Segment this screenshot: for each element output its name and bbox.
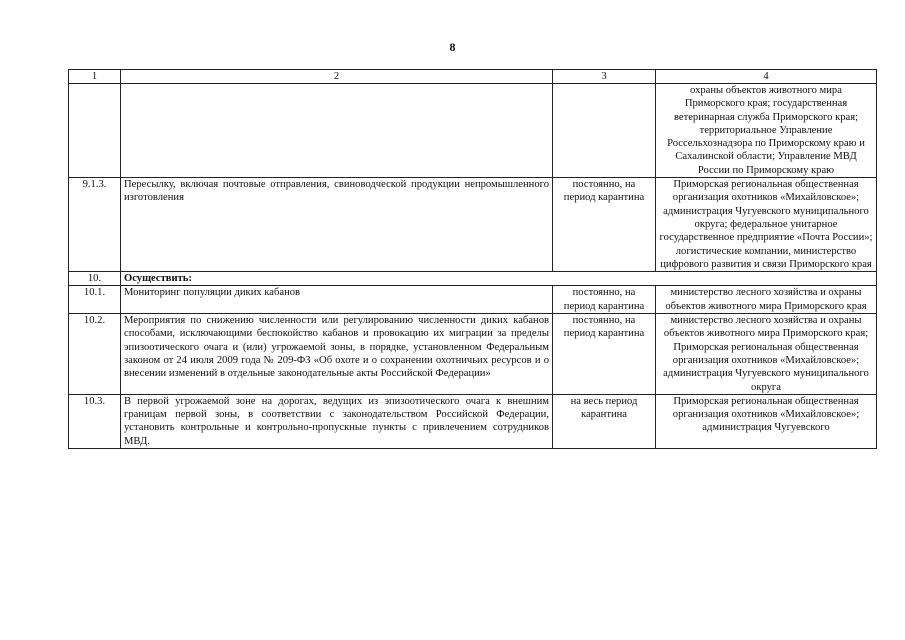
- section-title: Осуществить:: [121, 272, 877, 286]
- column-number-4: 4: [656, 70, 877, 84]
- row-responsible: министерство лесного хозяйства и охраны объектов животного мира Приморского края: [656, 286, 877, 314]
- row-responsible: министерство лесного хозяйства и охраны объектов животного мира Приморского края; Приморская региональная общественная организация охотников «Михайловское»; администрация Чугуевского муниципального округа: [656, 314, 877, 395]
- row-description: Мониторинг популяции диких кабанов: [121, 286, 553, 314]
- table-row: [69, 286, 877, 314]
- page-number: 8: [449, 40, 456, 54]
- row-description: Пересылку, включая почтовые отправления, свиноводческой продукции непромышленного изготовления: [121, 178, 553, 272]
- row-number: 10.3.: [69, 394, 121, 448]
- row-period: на весь период карантина: [553, 394, 656, 448]
- column-number-2: 2: [121, 70, 553, 84]
- row-description: [121, 84, 553, 178]
- row-period: постоянно, на период карантина: [553, 314, 656, 395]
- measures-table: [68, 69, 877, 449]
- row-number: 10.1.: [69, 286, 121, 314]
- table-row: [69, 394, 877, 448]
- row-responsible: Приморская региональная общественная организация охотников «Михайловское»; администрация Чугуевского: [656, 394, 877, 448]
- section-number: 10.: [69, 272, 121, 286]
- row-description: В первой угрожаемой зоне на дорогах, ведущих из эпизоотического очага к внешним границам первой зоны, в соответствии с законодательством Российской Федерации, установить контрольные и контрольно-пропускные пункты с привлечением сотрудников МВД.: [121, 394, 553, 448]
- row-responsible: охраны объектов животного мира Приморского края; государственная ветеринарная служба Приморского края; территориальное Управление Россельхознадзора по Приморскому краю и Сахалинской области; Управление МВД России по Приморскому краю: [656, 84, 877, 178]
- column-number-1: 1: [69, 70, 121, 84]
- section-row: [69, 272, 877, 286]
- row-number: 9.1.3.: [69, 178, 121, 272]
- row-period: [553, 84, 656, 178]
- row-responsible: Приморская региональная общественная организация охотников «Михайловское»; администрация Чугуевского муниципального округа; федеральное унитарное государственное предприятие «Почта России»; логистические компании, министерство цифрового развития и связи Приморского края: [656, 178, 877, 272]
- table-row: [69, 178, 877, 272]
- column-number-row: [69, 70, 877, 84]
- row-number: 10.2.: [69, 314, 121, 395]
- column-number-3: 3: [553, 70, 656, 84]
- row-period: постоянно, на период карантина: [553, 178, 656, 272]
- table-row: [69, 314, 877, 395]
- table-row: [69, 84, 877, 178]
- row-period: постоянно, на период карантина: [553, 286, 656, 314]
- row-number: [69, 84, 121, 178]
- row-description: Мероприятия по снижению численности или регулированию численности диких кабанов способами, исключающими беспокойство кабанов и провокацию их миграции за пределы эпизоотического очага и (или) угрожаемой зоны, в порядке, установленном Федеральным законом от 24 июля 2009 года № 209-ФЗ «Об охоте и о сохранении охотничьих ресурсов и о внесении изменений в отдельные законодательные акты Российской Федерации»: [121, 314, 553, 395]
